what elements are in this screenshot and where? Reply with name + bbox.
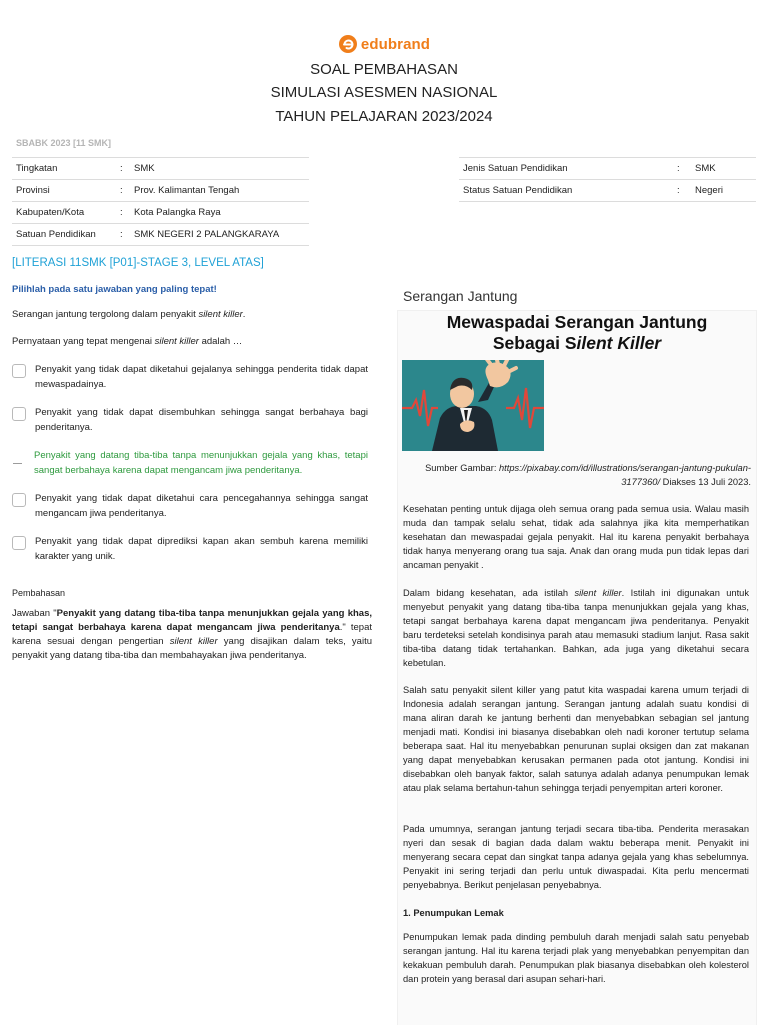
title-part: Sebagai S xyxy=(492,333,577,353)
info-label: Jenis Satuan Pendidikan xyxy=(463,163,568,174)
discussion-term: silent killer xyxy=(169,636,218,647)
discussion-answer: Penyakit yang datang tiba-tiba tanpa menunjukkan gejala yang khas, tetapi sangat berbahaya karena dapat mengancam jiwa penderitanya xyxy=(12,608,372,633)
answer-option-4[interactable] xyxy=(12,492,368,521)
paragraph-part: . Istilah ini digunakan untuk menyebut penyakit yang datang tiba-tiba tanpa menunjukkan gejala yang khas, tetapi sangat berbahaya karena dapat mengancam jiwa penderitanya. Penyakit baru terdeteksi setelah kondisinya parah atau memasuki stadium lanjut. Rasa sakit tiba-tiba datang tidak tertahankan. Bahkan, ada juga yang diketahui secara kebetulan. xyxy=(403,588,749,668)
answer-option-2[interactable] xyxy=(12,406,368,435)
article-paragraph-3: Salah satu penyakit silent killer yang patut kita waspadai karena umum terjadi di Indonesia adalah serangan jantung. Serangan jantung adalah suatu kondisi di mana aliran darah ke jantung berhenti dan menyebabkan sebagian sel jantung menjadi mati. Kondisi ini biasanya disebabkan oleh nadi koroner tertutup selama beberapa saat. Hal itu menyebabkan penurunan suplai oksigen dan zat makanan yang dapat menyebabkan kerusakan permanen pada otot jantung. Kondisi ini disebabkan oleh banyak faktor, salah satunya adalah adanya penumpukan lemak atau plak selama bertahun-tahun sehingga terjadi penyempitan arteri koroner. xyxy=(403,685,749,793)
article-topic: Serangan Jantung xyxy=(403,288,518,304)
info-separator: : xyxy=(677,163,680,174)
info-label: Tingkatan xyxy=(16,163,58,174)
info-value: SMK xyxy=(695,163,716,174)
info-row-status xyxy=(459,179,756,202)
paragraph-part: Dalam bidang kesehatan, ada istilah xyxy=(403,588,575,598)
checkbox-icon[interactable] xyxy=(12,493,26,507)
page-title-line-2: SIMULASI ASESMEN NASIONAL xyxy=(270,84,498,101)
page-title-line-1: SOAL PEMBAHASAN xyxy=(310,61,458,78)
info-separator: : xyxy=(120,229,123,240)
info-value: Negeri xyxy=(695,185,723,196)
answer-option-text: Penyakit yang tidak dapat diprediksi kapan akan sembuh karena memiliki karakter yang unik. xyxy=(35,536,368,562)
stem-text: Serangan jantung tergolong dalam penyakit xyxy=(12,309,199,320)
image-source xyxy=(403,461,751,489)
stem-text: adalah … xyxy=(198,336,243,347)
discussion-part: Jawaban " xyxy=(12,608,57,619)
article-paragraph-2 xyxy=(403,586,749,670)
page-title-line-3: TAHUN PELAJARAN 2023/2024 xyxy=(275,108,493,125)
info-label: Kabupaten/Kota xyxy=(16,207,85,218)
answer-option-text: Penyakit yang datang tiba-tiba tanpa menunjukkan gejala yang khas, tetapi sangat berbahaya karena dapat mengancam jiwa penderitanya. xyxy=(34,450,368,476)
answer-option-text: Penyakit yang tidak dapat diketahui gejalanya sehingga penderita tidak dapat mewaspadainya. xyxy=(35,364,368,390)
source-label: Sumber Gambar: xyxy=(425,463,499,473)
info-separator: : xyxy=(120,185,123,196)
question-section-title: [LITERASI 11SMK [P01]-STAGE 3, LEVEL ATAS] xyxy=(12,257,264,269)
info-label: Provinsi xyxy=(16,185,50,196)
info-value: SMK NEGERI 2 PALANGKARAYA xyxy=(134,229,280,240)
discussion-part: ." tepat karena sesuai dengan pengertian xyxy=(12,622,373,647)
checkbox-icon[interactable] xyxy=(12,536,26,550)
article-paragraph-1: Kesehatan penting untuk dijaga oleh semua orang pada semua usia. Walau masih muda dan tampak selalu sehat, tidak ada salahnya jika kita memperhatikan kesehatan dan mewaspadai gejala penyakit. Hal itu karena penyakit berbahaya tidak hanya menyerang orang tua saja. Anak dan orang muda pun tidak lepas dari ancaman penyakit . xyxy=(403,504,749,570)
article-subheading-1: 1. Penumpukan Lemak xyxy=(403,908,504,918)
correct-marker-icon xyxy=(13,463,22,464)
discussion-part: yang disajikan dalam teks, yaitu penyakit yang datang tiba-tiba dan membahayakan jiwa penderitanya. xyxy=(12,636,372,661)
discussion-text xyxy=(12,607,372,663)
info-row-tingkatan xyxy=(12,157,309,179)
stem-text: Pernyataan yang tepat mengenai xyxy=(12,336,155,347)
question-stem-2 xyxy=(12,335,242,349)
article-title xyxy=(403,312,751,354)
info-value: Prov. Kalimantan Tengah xyxy=(134,185,240,196)
article-paragraph-4: Pada umumnya, serangan jantung terjadi secara tiba-tiba. Penderita merasakan nyeri dan sesak di bagian dada dalam waktu beberapa menit. Penyakit ini menyerang secara cepat dan singkat tanpa adanya gejala yang khas sebelumnya. Penyakit ini sering terjadi dan perlu untuk diwaspadai. Kita perlu mencermati penyebabnya. Berikut penjelasan penyebabnya. xyxy=(403,824,749,890)
heart-attack-illustration xyxy=(402,360,544,451)
article-title-line-2 xyxy=(403,333,751,354)
checkbox-icon[interactable] xyxy=(12,364,26,378)
logo xyxy=(0,34,768,59)
discussion-heading: Pembahasan xyxy=(12,588,66,598)
answer-option-1[interactable] xyxy=(12,363,368,392)
question-instruction: Pilihlah pada satu jawaban yang paling tepat! xyxy=(12,284,217,295)
info-separator: : xyxy=(120,163,123,174)
answer-option-text: Penyakit yang tidak dapat diketahui cara pencegahannya sehingga sangat mengancam jiwa penderitanya. xyxy=(35,493,368,519)
info-label: Satuan Pendidikan xyxy=(16,229,96,240)
edubrand-logo-icon xyxy=(338,34,358,54)
info-label: Status Satuan Pendidikan xyxy=(463,185,573,196)
answer-option-5[interactable] xyxy=(12,535,368,564)
info-row-jenis xyxy=(459,157,756,179)
stem-italic-term: silent killer xyxy=(198,309,243,320)
question-stem-1 xyxy=(12,308,245,322)
stem-italic-term: silent killer xyxy=(154,336,199,347)
info-row-kabupaten xyxy=(12,201,309,223)
paragraph-term: silent killer xyxy=(574,588,622,598)
info-separator: : xyxy=(120,207,123,218)
info-row-provinsi xyxy=(12,179,309,201)
article-title-line-1: Mewaspadai Serangan Jantung xyxy=(446,312,708,332)
article-paragraph-5: Penumpukan lemak pada dinding pembuluh darah menjadi salah satu penyebab serangan jantung. Hal itu karena terjadi plak yang menyebabkan penyempitan dan kekakuan pembuluh darah. Penumpukan plak biasanya disebabkan oleh kolesterol dan protein yang berasal dari asupan sehari-hari. xyxy=(403,932,749,984)
answer-option-3-correct[interactable] xyxy=(12,449,368,478)
info-value: SMK xyxy=(134,163,155,174)
info-row-satuan xyxy=(12,223,309,246)
exam-code: SBABK 2023 [11 SMK] xyxy=(16,138,112,148)
stem-text: . xyxy=(242,309,246,320)
logo-text: edubrand xyxy=(360,35,431,53)
info-separator: : xyxy=(677,185,680,196)
checkbox-icon[interactable] xyxy=(12,407,26,421)
source-link[interactable]: https://pixabay.com/id/illustrations/serangan-jantung-pukulan-3177360/ xyxy=(498,463,751,487)
source-access-date: Diakses 13 Juli 2023. xyxy=(660,477,751,487)
info-value: Kota Palangka Raya xyxy=(134,207,221,218)
answer-option-text: Penyakit yang tidak dapat disembuhkan sehingga sangat berbahaya bagi penderitanya. xyxy=(35,407,368,433)
title-italic-part: ilent Killer xyxy=(576,333,662,353)
